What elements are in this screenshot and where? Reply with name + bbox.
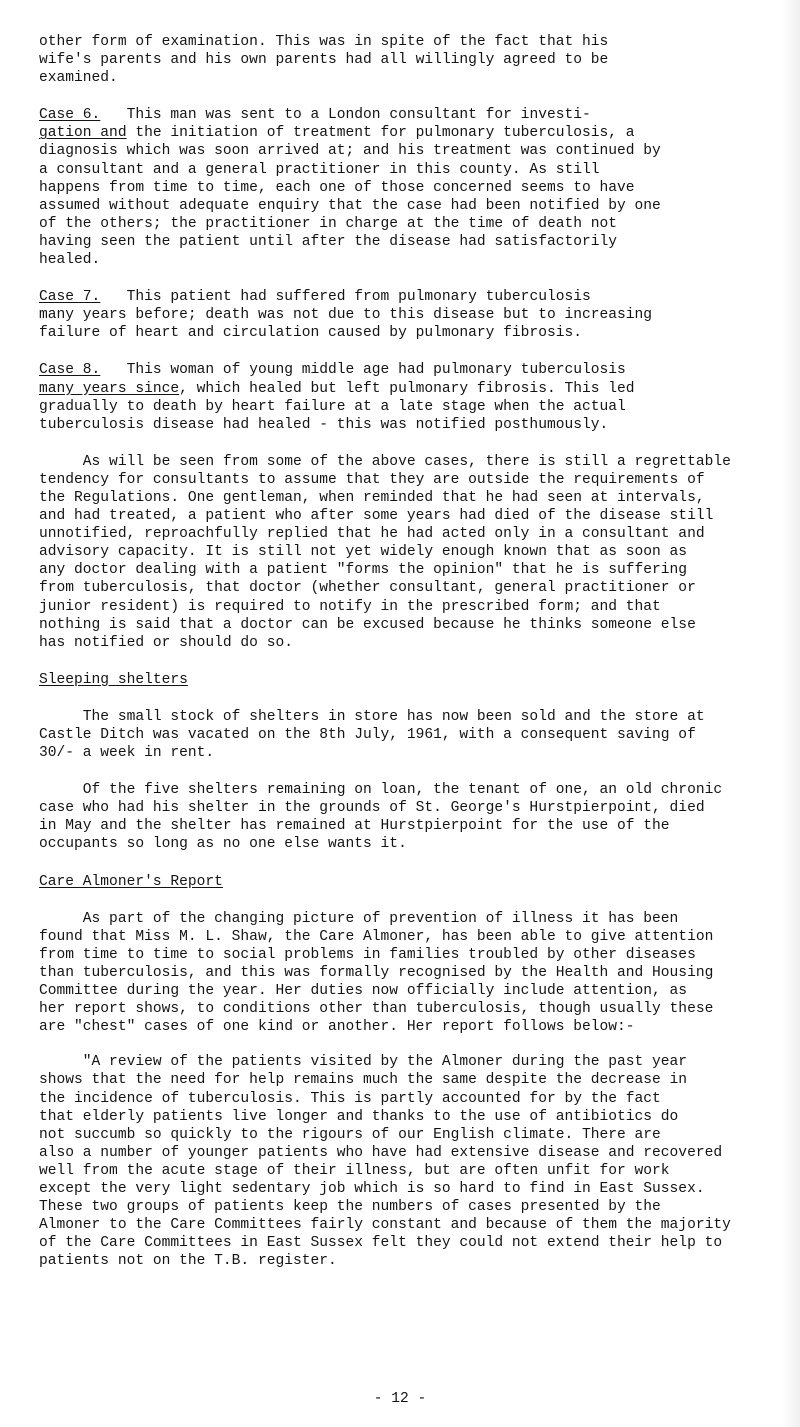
text-fragment: This patient had suffered from pulmonary tuberculosis (100, 289, 591, 306)
text-line: tuberculosis disease had healed - this was notified posthumously. (39, 416, 609, 433)
text-line: unnotified, reproachfully replied that he had acted only in a consultant and (39, 526, 705, 543)
sleeping-shelters-paragraph-2 (39, 781, 763, 853)
text-line: wife's parents and his own parents had all willingly agreed to be (39, 52, 609, 69)
text-line (39, 124, 763, 142)
text-line: healed. (39, 252, 101, 269)
text-line: found that Miss M. L. Shaw, the Care Almoner, has been able to give attention (39, 928, 714, 945)
text-line: and had treated, a patient who after some years had died of the disease still (39, 508, 714, 525)
text-line: case who had his shelter in the grounds of St. George's Hurstpierpoint, died (39, 800, 705, 817)
case-8-heading: Case 8. (39, 362, 101, 379)
case-6-paragraph (39, 106, 763, 269)
text-line: not succumb so quickly to the rigours of our English climate. There are (39, 1126, 661, 1143)
text-line: failure of heart and circulation caused by pulmonary fibrosis. (39, 325, 582, 342)
text-line: other form of examination. This was in spite of the fact that his (39, 34, 609, 50)
underlined-fragment: many years since (39, 380, 180, 397)
text-line: happens from time to time, each one of those concerned seems to have (39, 179, 635, 196)
text-line: Committee during the year. Her duties now officially include attention, as (39, 983, 688, 1000)
text-line: examined. (39, 70, 118, 87)
text-line: gradually to death by heart failure at a late stage when the actual (39, 398, 626, 415)
text-line: patients not on the T.B. register. (39, 1253, 337, 1270)
text-line: As part of the changing picture of prevention of illness it has been (39, 910, 679, 927)
sleeping-shelters-paragraph-1 (39, 708, 763, 762)
text-line: occupants so long as no one else wants it. (39, 836, 407, 853)
text-line: tendency for consultants to assume that they are outside the requirements of (39, 471, 705, 488)
text-line: junior resident) is required to notify in the prescribed form; and that (39, 598, 661, 615)
text-line (39, 288, 763, 306)
text-line: Castle Ditch was vacated on the 8th July, 1961, with a consequent saving of (39, 727, 696, 743)
text-line: any doctor dealing with a patient "forms the opinion" that he is suffering (39, 562, 688, 579)
text-line: also a number of younger patients who have had extensive disease and recovered (39, 1144, 723, 1161)
underlined-fragment: gation and (39, 125, 127, 142)
text-line: The small stock of shelters in store has now been sold and the store at (39, 708, 705, 725)
text-line: are "chest" cases of one kind or another. Her report follows below:- (39, 1019, 635, 1036)
scan-edge-shadow (782, 0, 800, 1427)
text-line (39, 361, 763, 379)
text-line (39, 106, 763, 124)
intro-paragraph (39, 33, 763, 87)
text-line: Of the five shelters remaining on loan, the tenant of one, an old chronic (39, 782, 723, 799)
text-line: 30/- a week in rent. (39, 745, 215, 762)
care-almoner-paragraph (39, 910, 763, 1037)
case-8-paragraph (39, 361, 763, 433)
text-line: in May and the shelter has remained at Hurstpierpoint for the use of the (39, 818, 670, 835)
text-line: from time to time to social problems in families troubled by other diseases (39, 946, 696, 963)
case-7-heading: Case 7. (39, 289, 101, 306)
text-line: nothing is said that a doctor can be excused because he thinks someone else (39, 616, 696, 633)
text-line: Almoner to the Care Committees fairly constant and because of them the majority (39, 1217, 731, 1234)
text-line: many years before; death was not due to this disease but to increasing (39, 307, 653, 324)
text-line: from tuberculosis, that doctor (whether consultant, general practitioner or (39, 580, 696, 597)
text-line: a consultant and a general practitioner in this county. As still (39, 161, 600, 178)
text-line: the Regulations. One gentleman, when reminded that he had seen at intervals, (39, 489, 705, 506)
text-fragment: This man was sent to a London consultant for investi- (100, 107, 591, 124)
text-line: has notified or should do so. (39, 634, 293, 651)
text-line (39, 380, 763, 398)
text-fragment: the initiation of treatment for pulmonary tuberculosis, a (126, 125, 635, 142)
text-line: shows that the need for help remains much the same despite the decrease in (39, 1072, 688, 1089)
case-7-paragraph (39, 288, 763, 342)
text-line: "A review of the patients visited by the Almoner during the past year (39, 1054, 688, 1071)
summary-paragraph (39, 453, 763, 652)
text-line: of the Care Committees in East Sussex felt they could not extend their help to (39, 1235, 723, 1252)
text-line: her report shows, to conditions other than tuberculosis, though usually these (39, 1001, 714, 1018)
text-line: the incidence of tuberculosis. This is partly accounted for by the fact (39, 1090, 661, 1107)
text-line: having seen the patient until after the disease had satisfactorily (39, 233, 618, 250)
text-line: advisory capacity. It is still not yet widely enough known that as soon as (39, 544, 688, 561)
text-line: except the very light sedentary job which is so hard to find in East Sussex. (39, 1180, 705, 1197)
text-line: well from the acute stage of their illness, but are often unfit for work (39, 1162, 670, 1179)
text-line: As will be seen from some of the above cases, there is still a regrettable (39, 453, 731, 470)
sleeping-shelters-heading: Sleeping shelters (39, 671, 188, 688)
care-almoner-heading: Care Almoner's Report (39, 873, 223, 890)
text-line: that elderly patients live longer and thanks to the use of antibiotics do (39, 1108, 679, 1125)
text-line: diagnosis which was soon arrived at; and his treatment was continued by (39, 143, 661, 160)
case-6-heading: Case 6. (39, 107, 101, 124)
text-fragment: This woman of young middle age had pulmonary tuberculosis (100, 362, 626, 379)
text-line: assumed without adequate enquiry that the case had been notified by one (39, 197, 661, 214)
text-line: These two groups of patients keep the numbers of cases presented by the (39, 1199, 661, 1216)
text-fragment: , which healed but left pulmonary fibrosis. This led (179, 380, 635, 397)
almoner-report-quote (39, 1053, 763, 1270)
page-number: - 12 - (373, 1391, 427, 1407)
text-line: of the others; the practitioner in charge at the time of death not (39, 215, 618, 232)
document-page (39, 33, 763, 1270)
text-line: than tuberculosis, and this was formally recognised by the Health and Housing (39, 964, 714, 981)
